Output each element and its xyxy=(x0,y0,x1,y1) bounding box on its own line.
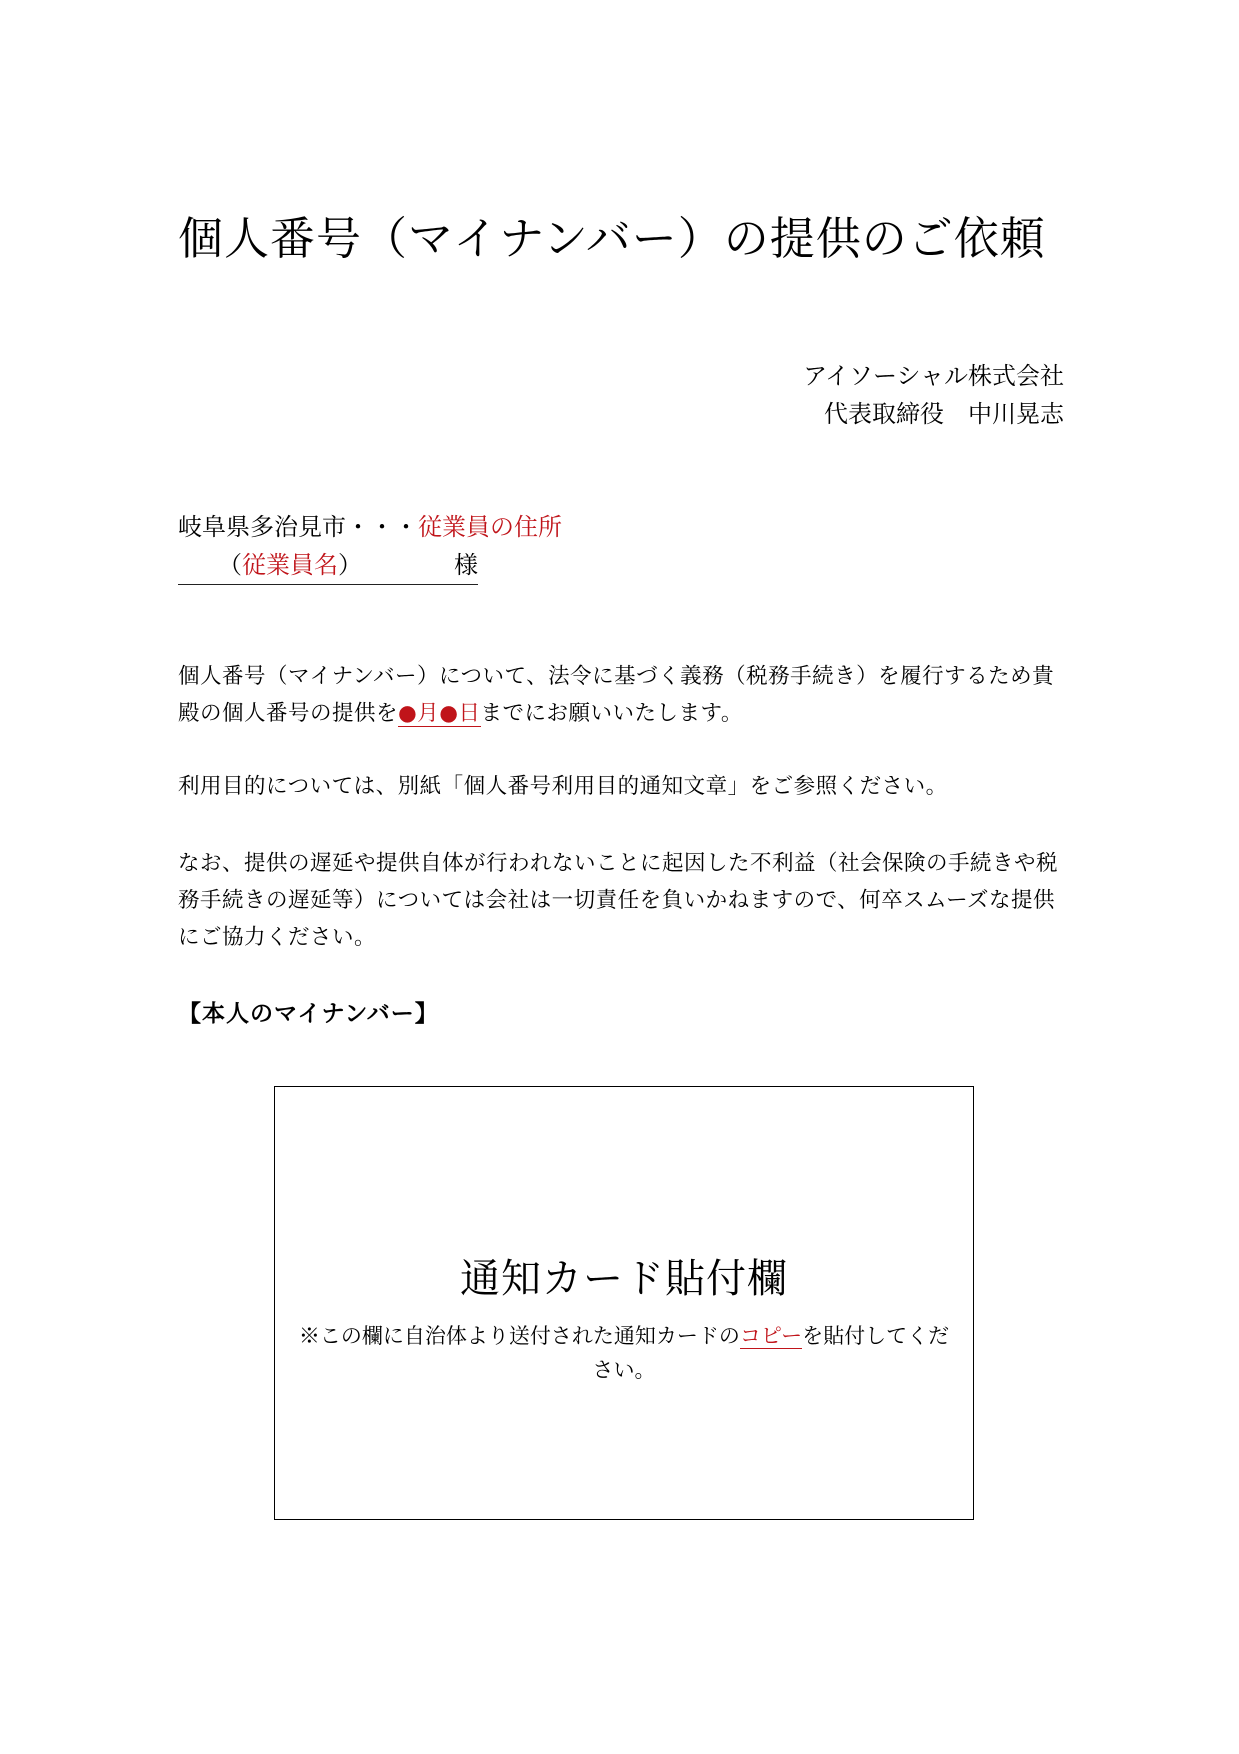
recipient-name-open: （ xyxy=(218,551,242,579)
sender-company: アイソーシャル株式会社 xyxy=(803,362,1064,390)
recipient-name-line xyxy=(178,546,478,585)
paragraph-request-text-2: までにお願いいたします。 xyxy=(480,701,743,726)
recipient-address-prefix: 岐阜県多治見市・・・ xyxy=(178,513,418,541)
recipient-name-close: ） xyxy=(338,551,362,579)
recipient-name-placeholder: 従業員名 xyxy=(242,551,338,579)
paragraph-purpose: 利用目的については、別紙「個人番号利用目的通知文章」をご参照ください。 xyxy=(178,774,948,799)
paragraph-disclaimer: なお、提供の遅延や提供自体が行われないことに起因した不利益（社会保険の手続きや税務手続きの遅延等）については会社は一切責任を負いかねますので、何卒スムーズな提供にご協力ください。 xyxy=(178,851,1059,950)
section-heading: 【本人のマイナンバー】 xyxy=(178,1001,439,1027)
sender-block xyxy=(803,357,1064,433)
document-title: 個人番号（マイナンバー）の提供のご依頼 xyxy=(178,212,1046,265)
card-box-note-copy: コピー xyxy=(739,1324,803,1348)
recipient-address xyxy=(178,508,562,546)
card-box-note xyxy=(295,1319,953,1387)
recipient-name xyxy=(218,546,362,584)
card-box-note-text-2: を貼付してください。 xyxy=(592,1324,950,1382)
card-box-title: 通知カード貼付欄 xyxy=(460,1256,788,1302)
notification-card-box xyxy=(274,1086,974,1520)
paragraph-request-text-1: 個人番号（マイナンバー）について、法令に基づく義務（税務手続き）を履行するため貴殿の個人番号の提供を xyxy=(178,664,1055,726)
recipient-block xyxy=(178,508,562,596)
paragraph-request xyxy=(178,658,1065,732)
card-box-note-text-1: ※この欄に自治体より送付された通知カードの xyxy=(298,1324,740,1348)
recipient-honorific: 様 xyxy=(454,551,478,579)
deadline-date: ●月●日 xyxy=(398,701,481,726)
sender-representative: 代表取締役 中川晃志 xyxy=(824,400,1064,428)
recipient-address-note: 従業員の住所 xyxy=(418,513,562,541)
